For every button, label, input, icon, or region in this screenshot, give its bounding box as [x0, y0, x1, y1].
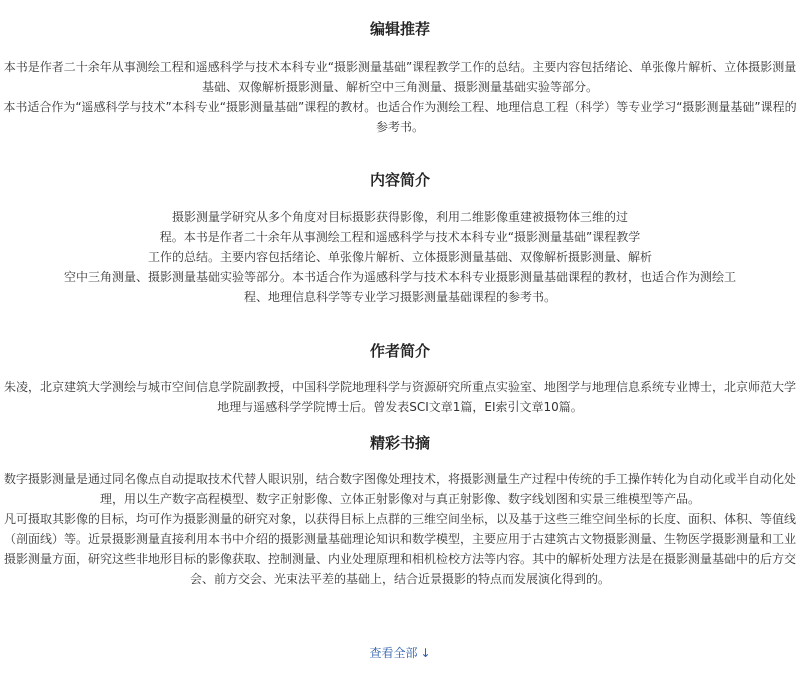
- excerpt-body: [0, 469, 800, 589]
- summary-line: 程、地理信息科学等专业学习摄影测量基础课程的参考书。: [243, 290, 556, 304]
- summary-section: [0, 170, 800, 307]
- editor-recommendation-paragraph: 本书是作者二十余年从事测绘工程和遥感科学与技术本科专业“摄影测量基础”课程教学工作的总结。主要内容包括绪论、单张像片解析、立体摄影测量基础、双像解析摄影测量、解析空中三角测量、摄影测量基础实验等部分。: [3, 60, 797, 94]
- editor-recommendation-section: [0, 19, 800, 137]
- excerpt-title: 精彩书摘: [369, 434, 430, 452]
- excerpt-section: [0, 433, 800, 589]
- editor-recommendation-title: 编辑推荐: [369, 20, 430, 38]
- view-all-link[interactable]: [0, 643, 800, 663]
- summary-title: 内容简介: [369, 171, 430, 189]
- summary-line: 工作的总结。主要内容包括绪论、单张像片解析、立体摄影测量基础、双像解析摄影测量、解析: [147, 250, 652, 264]
- editor-recommendation-body: [0, 57, 800, 137]
- summary-line: 空中三角测量、摄影测量基础实验等部分。本书适合作为遥感科学与技术本科专业摄影测量基础课程的教材，也适合作为测绘工: [63, 270, 736, 284]
- excerpt-paragraph: 凡可摄取其影像的目标，均可作为摄影测量的研究对象，以获得目标上点群的三维空间坐标，以及基于这些三维空间坐标的长度、面积、体积、等值线（剖面线）等。近景摄影测量直接利用本书中介绍的摄影测量基础理论知识和数学模型，主要应用于古建筑古文物摄影测量、生物医学摄影测量和工业摄影测量方面，研究这些非地形目标的影像获取、控制测量、内业处理原理和相机检校方法等内容。其中的解析处理方法是在摄影测量基础中的后方交会、前方交会、光束法平差的基础上，结合近景摄影的特点而发展演化得到的。: [3, 512, 796, 586]
- summary-line: 摄影测量学研究从多个角度对目标摄影获得影像，利用二维影像重建被摄物体三维的过: [171, 210, 628, 224]
- summary-body: [0, 207, 800, 307]
- excerpt-paragraph: 数字摄影测量是通过同名像点自动提取技术代替人眼识别，结合数字图像处理技术，将摄影测量生产过程中传统的手工操作转化为自动化或半自动化处理，用以生产数字高程模型、数字正射影像、立体正射影像对与真正射影像、数字线划图和实景三维模型等产品。: [3, 472, 796, 506]
- author-bio: 朱凌，北京建筑大学测绘与城市空间信息学院副教授，中国科学院地理科学与资源研究所重点实验室、地图学与地理信息系统专业博士，北京师范大学地理与遥感科学学院博士后。曾发表SCI文章1篇，EI索引文章10篇。: [3, 380, 796, 414]
- editor-recommendation-paragraph: 本书适合作为“遥感科学与技术”本科专业“摄影测量基础”课程的教材。也适合作为测绘工程、地理信息工程（科学）等专业学习“摄影测量基础”课程的参考书。: [3, 100, 797, 134]
- view-all-label: 查看全部: [369, 646, 418, 660]
- author-section: [0, 341, 800, 417]
- author-body: [0, 377, 800, 417]
- author-title: 作者简介: [369, 342, 430, 360]
- down-arrow-icon: ↓: [420, 646, 431, 660]
- summary-line: 程。本书是作者二十余年从事测绘工程和遥感科学与技术本科专业“摄影测量基础”课程教学: [159, 230, 641, 244]
